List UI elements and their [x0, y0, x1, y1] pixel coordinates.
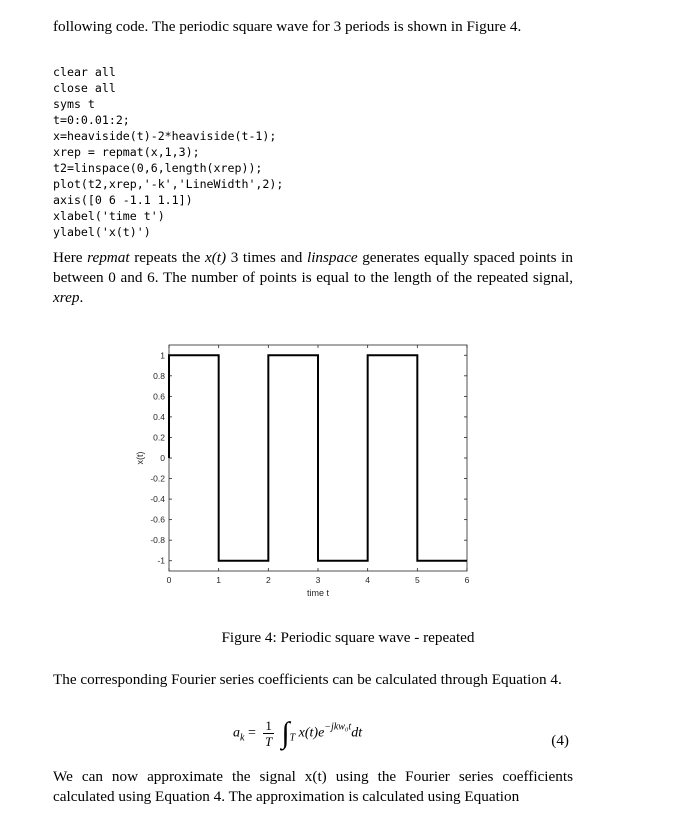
x-tick-label: 6	[464, 575, 470, 585]
equation-number: (4)	[551, 732, 569, 749]
x-axis-label: time t	[306, 588, 330, 598]
y-tick-label: 1	[160, 350, 165, 361]
figure-caption: Figure 4: Periodic square wave - repeated	[221, 629, 475, 646]
fourier-equation: $a_k$ = $\frac{1}{T}$ $\int_T$ $x(t)e^{-jkw_0t}dt$	[233, 716, 363, 750]
x-tick-label: 2	[265, 575, 271, 585]
y-tick-label: -0.2	[150, 473, 165, 484]
x-tick-label: 3	[315, 575, 321, 585]
code-line: syms t	[53, 97, 95, 111]
linspace-term: linspace	[306, 249, 358, 266]
y-tick-label: 0.8	[153, 370, 165, 381]
code-line: x=heaviside(t)-2*heaviside(t-1);	[53, 129, 277, 143]
x-tick-label: 1	[216, 575, 222, 585]
y-tick-label: 0	[160, 453, 165, 463]
y-tick-label: -0.6	[150, 514, 165, 525]
repmat-term: repmat	[87, 249, 130, 266]
y-tick-label: -0.8	[150, 535, 165, 546]
square-wave-chart	[130, 340, 480, 615]
y-tick-label: 0.6	[153, 391, 165, 402]
code-line: xlabel('time t')	[53, 209, 165, 223]
code-line: plot(t2,xrep,'-k','LineWidth',2);	[53, 177, 284, 191]
y-tick-label: -1	[157, 555, 165, 566]
x-tick-label: 5	[414, 575, 420, 585]
y-tick-label: -0.4	[150, 494, 165, 505]
code-line: t=0:0.01:2;	[53, 113, 130, 127]
explanation-paragraph: Here repmat repeats the x(t) 3 times and linspace generates equally spaced points in between 0 and 6. The number of points is equal to the length of the repeated signal, xrep.	[53, 249, 573, 306]
code-line: clear all	[53, 65, 116, 79]
xrep-term: xrep	[53, 289, 80, 306]
y-tick-label: 0.2	[153, 432, 165, 443]
code-line: axis([0 6 -1.1 1.1])	[53, 193, 193, 207]
approximation-paragraph: We can now approximate the signal x(t) using the Fourier series coefficients calculated using Equation 4. The approximation is calculated using Equation	[53, 768, 573, 805]
y-tick-label: 0.4	[153, 411, 165, 422]
code-line: close all	[53, 81, 116, 95]
code-line: t2=linspace(0,6,length(xrep));	[53, 161, 263, 175]
code-line: xrep = repmat(x,1,3);	[53, 145, 200, 159]
y-axis-label: x(t)	[135, 451, 145, 465]
x-tick-label: 4	[365, 575, 371, 585]
code-line: ylabel('x(t)')	[53, 225, 151, 239]
fourier-paragraph: The corresponding Fourier series coefficients can be calculated through Equation 4.	[53, 671, 562, 688]
code-block	[53, 64, 283, 240]
intro-text: following code. The periodic square wave for 3 periods is shown in Figure 4.	[53, 18, 522, 35]
xt-term: x(t)	[205, 249, 227, 266]
x-tick-label: 0	[166, 575, 172, 585]
